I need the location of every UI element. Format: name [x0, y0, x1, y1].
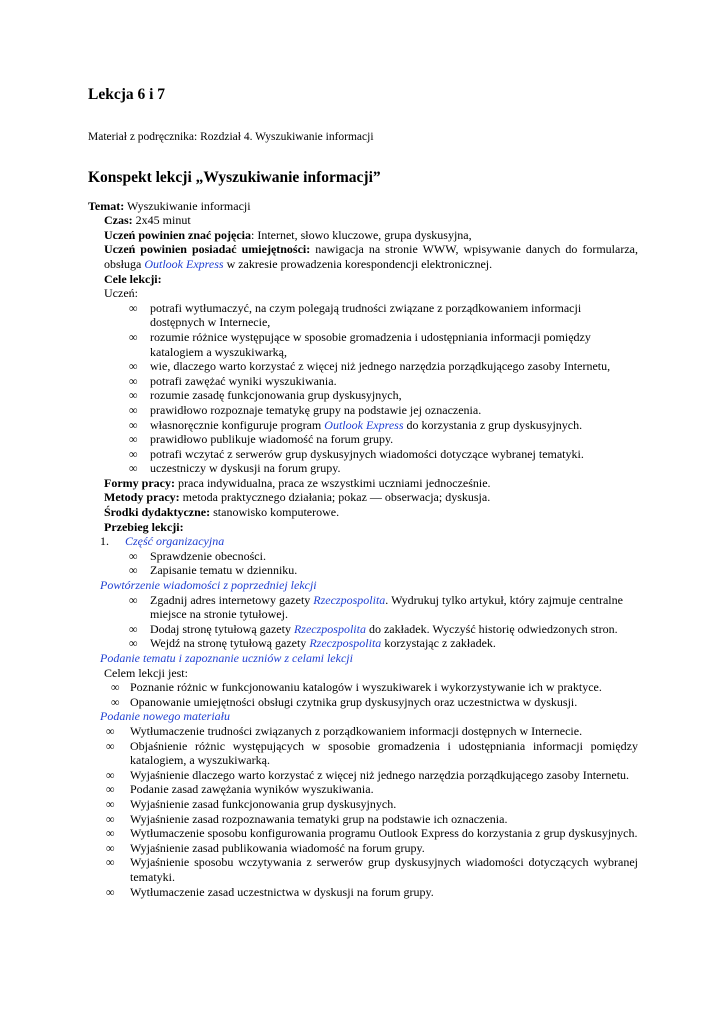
list-item: ∞ Wyjaśnienie sposobu wczytywania z serwerów grup dyskusyjnych wiadomości dotyczących wybranej tematyki.	[106, 855, 638, 884]
list-item: ∞ Wejdź na stronę tytułową gazety Rzeczpospolita korzystając z zakładek.	[129, 636, 496, 651]
czesc-list	[88, 549, 638, 578]
list-item: ∞ prawidłowo publikuje wiadomość na forum grupy.	[129, 432, 394, 447]
przebieg-heading: Przebieg lekcji:	[104, 519, 184, 534]
document-body	[88, 86, 638, 899]
srodki-line: Środki dydaktyczne: stanowisko komputerowe.	[104, 505, 340, 520]
list-item: ∞ rozumie różnice występujące w sposobie gromadzenia i udostępniania informacji pomiędzy katalogiem a wyszukiwarką,	[129, 329, 591, 359]
powtorzenie-heading: Powtórzenie wiadomości z poprzedniej lekcji	[100, 578, 317, 593]
outlook-express-link: Outlook Express	[144, 256, 224, 271]
list-item: ∞ Poznanie różnic w funkcjonowaniu katalogów i wyszukiwarek i wykorzystywanie ich w praktyce.	[111, 680, 602, 695]
list-item: ∞ Wyjaśnienie zasad publikowania wiadomość na forum grupy.	[106, 840, 425, 855]
list-item: ∞ prawidłowo rozpoznaje tematykę grupy na podstawie jej oznaczenia.	[129, 402, 482, 417]
podanie-tematu-heading: Podanie tematu i zapoznanie uczniów z celami lekcji	[100, 651, 353, 665]
powtorzenie-list	[88, 593, 638, 651]
konspekt-title: Konspekt lekcji „Wyszukiwanie informacji”	[88, 168, 381, 186]
celem-list	[88, 680, 638, 709]
list-item: ∞ potrafi zawężać wyniki wyszukiwania.	[129, 373, 337, 388]
list-item: ∞ własnoręcznie konfiguruje program Outlook Express do korzystania z grup dyskusyjnych.	[129, 417, 583, 432]
nowy-material-heading: Podanie nowego materiału	[100, 709, 230, 724]
cele-list	[88, 301, 638, 476]
umiejetnosci-line: Uczeń powinien posiadać umiejętności: nawigacja na stronie WWW, wpisywanie danych do formularza, obsługa Outlook Express w zakresie prowadzenia korespondencji elektronicznej.	[104, 242, 638, 271]
list-item: ∞ potrafi wczytać z serwerów grup dyskusyjnych wiadomości dotyczące wybranej tematyki.	[129, 446, 584, 461]
list-item: ∞ Wyjaśnienie zasad funkcjonowania grup dyskusyjnych.	[106, 796, 397, 811]
list-item: ∞ uczestniczy w dyskusji na forum grupy.	[129, 461, 341, 476]
temat-line: Temat: Wyszukiwanie informacji	[88, 198, 251, 213]
list-item: ∞ Wytłumaczenie zasad uczestnictwa w dyskusji na forum grupy.	[106, 884, 434, 899]
list-item: ∞ Objaśnienie różnic występujących w sposobie gromadzenia i udostępniania informacji pomiędzy katalogiem, a wyszukiwarką.	[106, 738, 638, 768]
celem-label: Celem lekcji jest:	[104, 665, 188, 680]
list-item: ∞ Zgadnij adres internetowy gazety Rzeczpospolita. Wydrukuj tylko artykuł, który zajmuje centralne miejsce na stronie tytułowej.	[129, 592, 623, 622]
list-item: ∞ Wyjaśnienie zasad rozpoznawania tematyki grup na podstawie ich oznaczenia.	[106, 811, 508, 826]
cele-heading: Cele lekcji:	[104, 271, 162, 286]
list-item: ∞ Wytłumaczenie trudności związanych z porządkowaniem informacji dostępnych w Internecie.	[106, 723, 583, 738]
list-item: ∞ Wyjaśnienie dlaczego warto korzystać z więcej niż jednego narzędzia porządkującego zasoby Internetu.	[106, 767, 630, 782]
list-item: ∞ Zapisanie tematu w dzienniku.	[129, 563, 298, 578]
nowy-material-list	[88, 724, 638, 899]
metody-line: Metody pracy: metoda praktycznego działania; pokaz — obserwacja; dyskusja.	[104, 490, 491, 505]
list-item: ∞ wie, dlaczego warto korzystać z więcej niż jednego narzędzia porządkującego zasoby Internetu,	[129, 359, 611, 374]
material-line: Materiał z podręcznika: Rozdział 4. Wyszukiwanie informacji	[88, 131, 374, 143]
lesson-title: Lekcja 6 i 7	[88, 86, 166, 103]
czesc-heading: 1. Część organizacyjna	[100, 534, 225, 549]
list-item: ∞ Wytłumaczenie sposobu konfigurowania programu Outlook Express do korzystania z grup dyskusyjnych.	[106, 826, 638, 841]
pojecia-line: Uczeń powinien znać pojęcia: Internet, słowo kluczowe, grupa dyskusyjna,	[104, 227, 472, 242]
list-item: ∞ Podanie zasad zawężania wyników wyszukiwania.	[106, 782, 374, 797]
czas-line: Czas: 2x45 minut	[104, 213, 191, 228]
list-item: ∞ Opanowanie umiejętności obsługi czytnika grup dyskusyjnych oraz uczestnictwa w dyskusji.	[111, 694, 578, 709]
list-item: ∞ Sprawdzenie obecności.	[129, 548, 266, 563]
uczen-label: Uczeń:	[104, 286, 138, 301]
list-item: ∞ rozumie zasadę funkcjonowania grup dyskusyjnych,	[129, 388, 402, 403]
list-item: ∞ potrafi wytłumaczyć, na czym polegają trudności związane z porządkowaniem informacji dostępnych w Internecie,	[129, 300, 582, 330]
formy-line: Formy pracy: praca indywidualna, praca ze wszystkimi uczniami jednocześnie.	[104, 475, 491, 490]
list-item: ∞ Dodaj stronę tytułową gazety Rzeczpospolita do zakładek. Wyczyść historię odwiedzonych stron.	[129, 621, 618, 636]
